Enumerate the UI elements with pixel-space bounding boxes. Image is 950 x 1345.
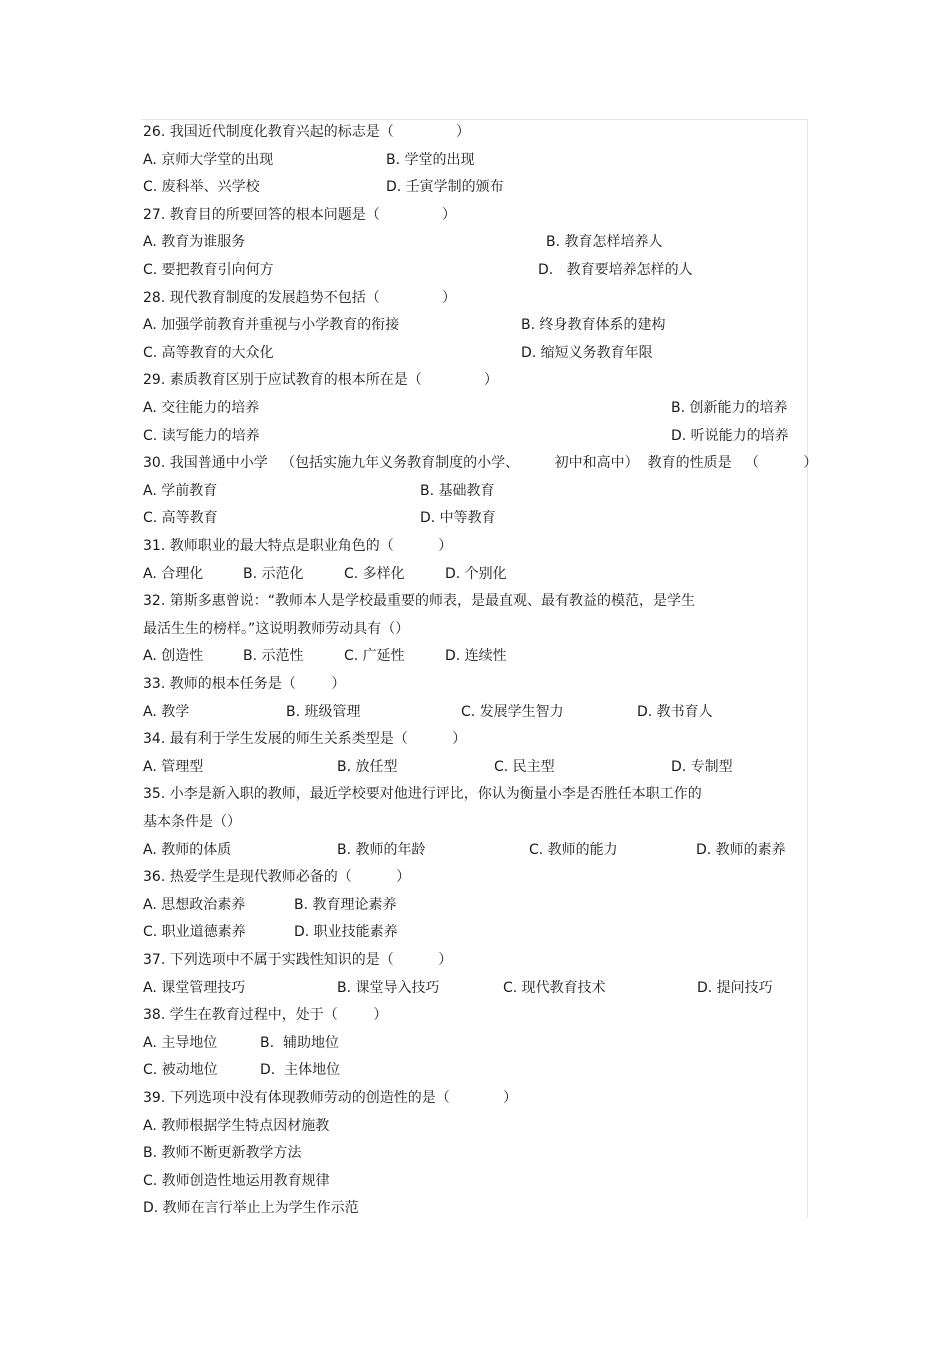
answer-option: D. 中等教育 — [420, 510, 496, 526]
question-stem: 35. 小李是新入职的教师，最近学校要对他进行评比，你认为衡量小李是否胜任本职工作的 — [143, 786, 702, 802]
answer-option: C. 多样化 — [344, 566, 405, 582]
question-stem: 29. 素质教育区别于应试教育的根本所在是（ ） — [143, 372, 499, 388]
question-stem: 26. 我国近代制度化教育兴起的标志是（ ） — [143, 124, 471, 140]
answer-option: A. 管理型 — [143, 759, 204, 775]
question-stem: 38. 学生在教育过程中，处于（ ） — [143, 1007, 388, 1023]
answer-option: A. 主导地位 — [143, 1035, 218, 1051]
answer-option: D. 壬寅学制的颁布 — [386, 179, 504, 195]
answer-option: B. 示范化 — [243, 566, 304, 582]
answer-option: D. 主体地位 — [260, 1062, 341, 1078]
question-stem: 36. 热爱学生是现代教师必备的（ ） — [143, 869, 411, 885]
answer-option: B. 辅助地位 — [260, 1035, 339, 1051]
answer-option: C. 废科举、兴学校 — [143, 179, 260, 195]
answer-option: A. 合理化 — [143, 566, 204, 582]
question-stem: 30. 我国普通中小学 （包括实施九年义务教育制度的小学、 初中和高中） 教育的性质是 （ ） — [143, 455, 818, 471]
answer-option: C. 现代教育技术 — [503, 980, 606, 996]
question-stem: 27. 教育目的所要回答的根本问题是（ ） — [143, 207, 457, 223]
question-stem: 32. 第斯多惠曾说：“教师本人是学校最重要的师表，是最直观、最有教益的模范，是学生 — [143, 593, 695, 609]
answer-option: D. 连续性 — [445, 648, 507, 664]
answer-option: B. 基础教育 — [420, 483, 495, 499]
answer-option: D. 教师在言行举止上为学生作示范 — [143, 1200, 359, 1216]
answer-option: D. 个别化 — [445, 566, 507, 582]
answer-option: C. 被动地位 — [143, 1062, 218, 1078]
answer-option: A. 创造性 — [143, 648, 204, 664]
answer-option: B. 放任型 — [337, 759, 398, 775]
question-stem: 28. 现代教育制度的发展趋势不包括（ ） — [143, 290, 457, 306]
answer-option: C. 高等教育的大众化 — [143, 345, 274, 361]
answer-option: C. 教师的能力 — [529, 842, 618, 858]
answer-option: C. 读写能力的培养 — [143, 428, 260, 444]
question-stem: 最活生生的榜样。”这说明教师劳动具有（） — [143, 621, 410, 637]
answer-option: A. 教师根据学生特点因材施教 — [143, 1118, 330, 1134]
answer-option: D. 教书育人 — [637, 704, 713, 720]
answer-option: D. 职业技能素养 — [294, 924, 398, 940]
question-stem: 33. 教师的根本任务是（ ） — [143, 676, 346, 692]
answer-option: C. 要把教育引向何方 — [143, 262, 274, 278]
answer-option: B. 教育怎样培养人 — [546, 234, 663, 250]
answer-option: A. 京师大学堂的出现 — [143, 152, 274, 168]
question-stem: 基本条件是（） — [143, 814, 241, 830]
answer-option: B. 学堂的出现 — [386, 152, 475, 168]
answer-option: D. 听说能力的培养 — [671, 428, 789, 444]
answer-option: A. 课堂管理技巧 — [143, 980, 246, 996]
answer-option: B. 教师不断更新教学方法 — [143, 1145, 302, 1161]
answer-option: A. 思想政治素养 — [143, 897, 246, 913]
answer-option: B. 课堂导入技巧 — [337, 980, 440, 996]
answer-option: B. 终身教育体系的建构 — [521, 317, 666, 333]
answer-option: C. 高等教育 — [143, 510, 218, 526]
answer-option: B. 示范性 — [243, 648, 304, 664]
answer-option: A. 学前教育 — [143, 483, 218, 499]
answer-option: D. 教育要培养怎样的人 — [538, 262, 693, 278]
answer-option: B. 创新能力的培养 — [671, 400, 788, 416]
page-frame — [141, 119, 808, 1218]
answer-option: C. 教师创造性地运用教育规律 — [143, 1173, 330, 1189]
answer-option: C. 发展学生智力 — [461, 704, 564, 720]
answer-option: A. 教育为谁服务 — [143, 234, 246, 250]
question-stem: 34. 最有利于学生发展的师生关系类型是（ ） — [143, 731, 467, 747]
answer-option: A. 加强学前教育并重视与小学教育的衔接 — [143, 317, 400, 333]
question-stem: 31. 教师职业的最大特点是职业角色的（ ） — [143, 538, 453, 554]
answer-option: B. 班级管理 — [286, 704, 361, 720]
answer-option: D. 缩短义务教育年限 — [521, 345, 653, 361]
answer-option: A. 教师的体质 — [143, 842, 232, 858]
question-stem: 37. 下列选项中不属于实践性知识的是（ ） — [143, 952, 453, 968]
answer-option: A. 交往能力的培养 — [143, 400, 260, 416]
answer-option: D. 专制型 — [671, 759, 733, 775]
answer-option: C. 广延性 — [344, 648, 405, 664]
answer-option: B. 教师的年龄 — [337, 842, 426, 858]
answer-option: C. 民主型 — [494, 759, 555, 775]
answer-option: C. 职业道德素养 — [143, 924, 246, 940]
answer-option: B. 教育理论素养 — [294, 897, 397, 913]
answer-option: D. 教师的素养 — [696, 842, 786, 858]
answer-option: A. 教学 — [143, 704, 190, 720]
answer-option: D. 提问技巧 — [697, 980, 773, 996]
question-stem: 39. 下列选项中没有体现教师劳动的创造性的是（ ） — [143, 1090, 518, 1106]
